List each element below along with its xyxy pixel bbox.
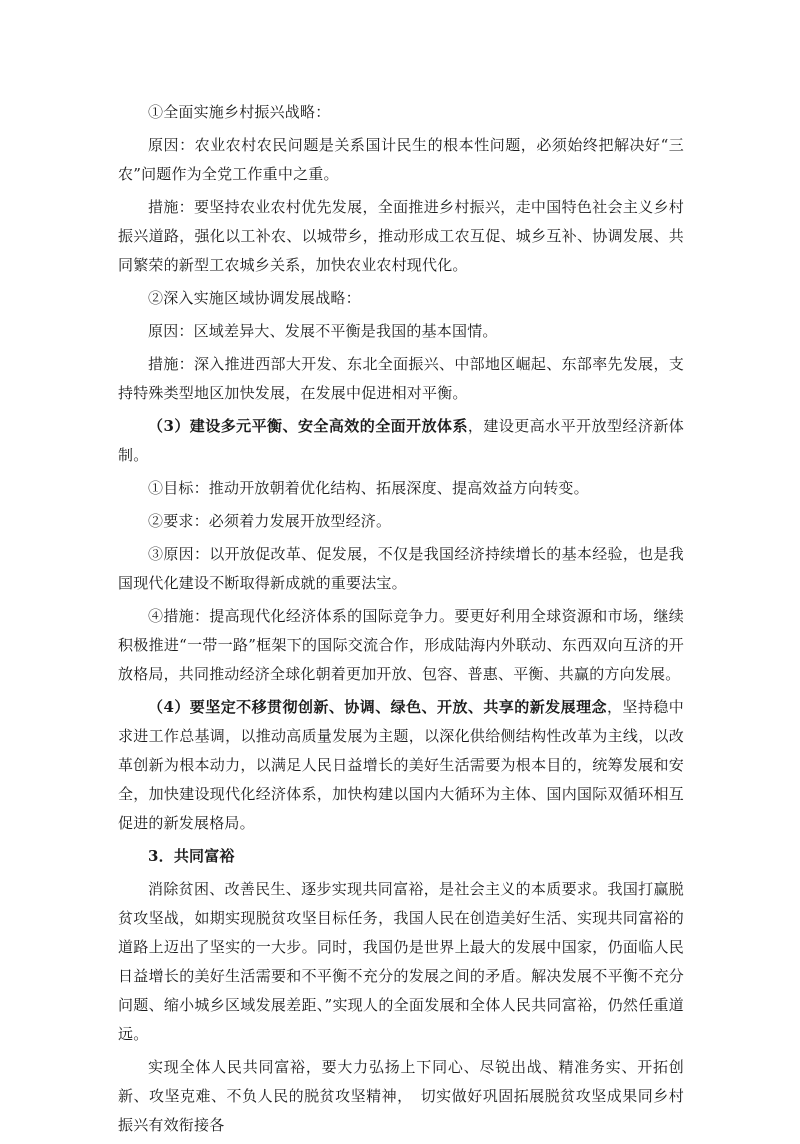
open-system-paragraph <box>118 412 684 470</box>
open-reason-paragraph: ③原因：以开放促改革、促发展，不仅是我国经济持续增长的基本经验，也是我国现代化建设不断取得新成就的重要法宝。 <box>118 545 684 592</box>
new-development-paragraph <box>118 693 684 838</box>
rural-measures-paragraph: 措施：要坚持农业农村优先发展，全面推进乡村振兴，走中国特色社会主义乡村振兴道路，强化以工补农、以城带乡，推动形成工农互促、城乡互补、协调发展、共同繁荣的新型工农城乡关系，加快农业农村现代化。 <box>118 198 684 274</box>
open-measures-paragraph: ④措施：提高现代化经济体系的国际竞争力。要更好利用全球资源和市场，继续积极推进“一带一路”框架下的国际交流合作，形成陆海内外联动、东西双向互济的开放格局，共同推动经济全球化朝着更加开放、包容、普惠、平衡、共赢的方向发展。 <box>118 607 684 683</box>
rural-revitalization-heading: ①全面实施乡村振兴战略： <box>148 103 331 121</box>
open-system-rest: ，建设更高水平开放型经济新体制。 <box>118 417 684 464</box>
common-prosperity-paragraph-2: 实现全体人民共同富裕，要大力弘扬上下同心、尽锐出战、精准务实、开拓创新、攻坚克难、不负人民的脱贫攻坚精神， 切实做好巩固拓展脱贫攻坚成果同乡村振兴有效衔接各 <box>118 1058 684 1134</box>
common-prosperity-heading: 3．共同富裕 <box>148 847 235 865</box>
open-goal-paragraph: ①目标：推动开放朝着优化结构、拓展深度、提高效益方向转变。 <box>148 479 589 497</box>
open-system-heading: （3）建设多元平衡、安全高效的全面开放体系 <box>148 417 468 435</box>
open-requirement-paragraph: ②要求：必须着力发展开放型经济。 <box>148 512 392 530</box>
regional-coordination-heading: ②深入实施区域协调发展战略： <box>148 289 361 307</box>
document-body <box>118 98 684 1144</box>
regional-reason-paragraph: 原因：区域差异大、发展不平衡是我国的基本国情。 <box>148 322 498 340</box>
regional-measures-paragraph: 措施：深入推进西部大开发、东北全面振兴、中部地区崛起、东部率先发展，支持特殊类型地区加快发展，在发展中促进相对平衡。 <box>118 355 684 402</box>
rural-reason-paragraph: 原因：农业农村农民问题是关系国计民生的根本性问题，必须始终把解决好“三农”问题作为全党工作重中之重。 <box>118 136 684 183</box>
common-prosperity-paragraph-1: 消除贫困、改善民生、逐步实现共同富裕，是社会主义的本质要求。我国打赢脱贫攻坚战，如期实现脱贫攻坚目标任务，我国人民在创造美好生活、实现共同富裕的道路上迈出了坚实的一大步。同时，我国仍是世界上最大的发展中国家，仍面临人民日益增长的美好生活需要和不平衡不充分的发展之间的矛盾。解决发展不平衡不充分问题、缩小城乡区域发展差距、”实现人的全面发展和全体人民共同富裕，仍然任重道远。 <box>118 880 684 1043</box>
new-development-rest: ，坚持稳中求进工作总基调，以推动高质量发展为主题，以深化供给侧结构性改革为主线，以改革创新为根本动力，以满足人民日益增长的美好生活需要为根本目的，统筹发展和安全，加快建设现代化经济体系，加快构建以国内大循环为主体、国内国际双循环相互促进的新发展格局。 <box>118 698 684 832</box>
new-development-heading: （4）要坚定不移贯彻创新、协调、绿色、开放、共享的新发展理念 <box>148 698 607 716</box>
